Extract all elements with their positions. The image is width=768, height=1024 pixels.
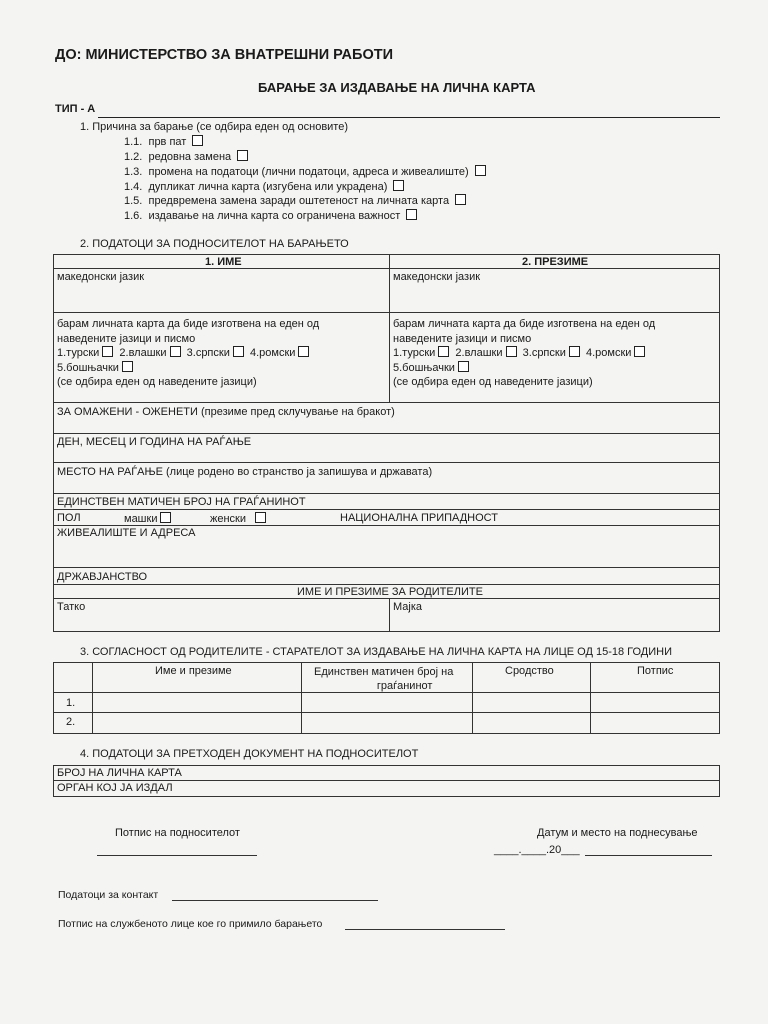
name-column-header: 1. ИМЕ	[205, 256, 242, 268]
reason-option-3[interactable]: 1.3. промена на податоци (лични податоци, адреса и живеалиште)	[124, 165, 486, 178]
embg-field[interactable]: ЕДИНСТВЕН МАТИЧЕН БРОЈ НА ГРАЃАНИНОТ	[57, 496, 306, 508]
reason-option-6[interactable]: 1.6. издавање на лична карта со ограничена важност	[124, 209, 417, 222]
contact-line[interactable]	[172, 900, 378, 901]
consent-col-relation: Сродство	[505, 665, 554, 677]
section3-heading: 3. СОГЛАСНОСТ ОД РОДИТЕЛИТЕ - СТАРАТЕЛОТ ЗА ИЗДАВАЊЕ НА ЛИЧНА КАРТА НА ЛИЦЕ ОД 15-18 ГОДИНИ	[80, 646, 673, 658]
sex-label: ПОЛ	[57, 512, 81, 524]
addressee: ДО: МИНИСТЕРСТВО ЗА ВНАТРЕШНИ РАБОТИ	[55, 47, 394, 63]
sex-female-option[interactable]: женски	[210, 512, 266, 525]
surname-column-header: 2. ПРЕЗИМЕ	[522, 256, 589, 268]
applicant-signature-line[interactable]	[97, 855, 257, 856]
section4-heading: 4. ПОДАТОЦИ ЗА ПРЕТХОДЕН ДОКУМЕНТ НА ПОДНОСИТЕЛОТ	[80, 748, 419, 760]
surname-mk-label: македонски јазик	[393, 271, 481, 283]
citizenship-field[interactable]: ДРЖАВЈАНСТВО	[57, 571, 148, 583]
surname-lang-bosniak-checkbox[interactable]	[458, 361, 469, 372]
birth-place-field[interactable]: МЕСТО НА РАЃАЊЕ (лице родено во странство ја запишува и државата)	[57, 466, 433, 478]
reason-option-4[interactable]: 1.4. дупликат лична карта (изгубена или украдена)	[124, 180, 404, 193]
applicant-signature-label: Потпис на подносителот	[115, 827, 240, 839]
consent-col-signature: Потпис	[637, 665, 674, 677]
parents-header: ИМЕ И ПРЕЗИМЕ ЗА РОДИТЕЛИТЕ	[297, 586, 483, 598]
name-lang-bosniak-checkbox[interactable]	[122, 361, 133, 372]
consent-row-2: 2.	[66, 716, 76, 728]
reason-checkbox-5[interactable]	[455, 194, 466, 205]
name-language-request: барам личната карта да биде изготвена на еден од наведените јазици и писмо 1.турски 2.влашки 3.српски 4.ромски 5.бошњачки (се одбира еден од наведените јазици)	[57, 318, 320, 389]
place-line[interactable]	[585, 855, 712, 856]
surname-lang-turkish-checkbox[interactable]	[438, 346, 449, 357]
reason-checkbox-3[interactable]	[475, 165, 486, 176]
maiden-name-field[interactable]: ЗА ОМАЖЕНИ - ОЖЕНЕТИ (презиме пред склучување на бракот)	[57, 406, 395, 418]
reason-option-5[interactable]: 1.5. предвремена замена заради оштетеност на личната карта	[124, 194, 466, 207]
reason-checkbox-1[interactable]	[192, 135, 203, 146]
mother-field[interactable]: Мајка	[393, 601, 423, 613]
father-field[interactable]: Татко	[57, 601, 86, 613]
nationality-field[interactable]: НАЦИОНАЛНА ПРИПАДНОСТ	[340, 512, 498, 524]
issuing-authority-field[interactable]: ОРГАН КОЈ ЈА ИЗДАЛ	[57, 782, 173, 794]
date-field[interactable]: ____.____.20___	[494, 844, 580, 856]
consent-row-1: 1.	[66, 697, 76, 709]
name-lang-turkish-checkbox[interactable]	[102, 346, 113, 357]
consent-col-embg: Единствен матичен број на граѓанинот	[314, 666, 454, 692]
sex-male-option[interactable]: машки	[124, 512, 171, 525]
contact-label: Податоци за контакт	[58, 889, 159, 901]
name-lang-vlach-checkbox[interactable]	[170, 346, 181, 357]
sex-female-checkbox[interactable]	[255, 512, 266, 523]
form-title: БАРАЊЕ ЗА ИЗДАВАЊЕ НА ЛИЧНА КАРТА	[258, 80, 536, 95]
surname-lang-serbian-checkbox[interactable]	[569, 346, 580, 357]
birth-date-field[interactable]: ДЕН, МЕСЕЦ И ГОДИНА НА РАЃАЊЕ	[57, 436, 252, 448]
name-lang-romani-checkbox[interactable]	[298, 346, 309, 357]
official-signature-label: Потпис на службеното лице кое го примило барањето	[58, 918, 323, 930]
surname-lang-vlach-checkbox[interactable]	[506, 346, 517, 357]
form-type: ТИП - А	[55, 103, 96, 115]
reason-checkbox-4[interactable]	[393, 180, 404, 191]
reason-checkbox-6[interactable]	[406, 209, 417, 220]
section1-heading: 1. Причина за барање (се одбира еден од основите)	[80, 121, 349, 133]
surname-language-request: барам личната карта да биде изготвена на еден од наведените јазици и писмо 1.турски 2.влашки 3.српски 4.ромски 5.бошњачки (се одбира еден од наведените јазици)	[393, 318, 656, 389]
consent-col-name: Име и презиме	[155, 665, 232, 677]
section2-heading: 2. ПОДАТОЦИ ЗА ПОДНОСИТЕЛОТ НА БАРАЊЕТО	[80, 238, 349, 250]
residence-field[interactable]: ЖИВЕАЛИШТЕ И АДРЕСА	[57, 527, 196, 539]
reason-option-2[interactable]: 1.2. редовна замена	[124, 150, 248, 163]
surname-lang-romani-checkbox[interactable]	[634, 346, 645, 357]
sex-male-checkbox[interactable]	[160, 512, 171, 523]
official-signature-line[interactable]	[345, 929, 505, 930]
name-lang-serbian-checkbox[interactable]	[233, 346, 244, 357]
previous-id-number-field[interactable]: БРОЈ НА ЛИЧНА КАРТА	[57, 767, 182, 779]
date-place-label: Датум и место на поднесување	[537, 827, 698, 839]
reason-option-1[interactable]: 1.1. прв пат	[124, 135, 203, 148]
reason-checkbox-2[interactable]	[237, 150, 248, 161]
name-mk-label: македонски јазик	[57, 271, 145, 283]
